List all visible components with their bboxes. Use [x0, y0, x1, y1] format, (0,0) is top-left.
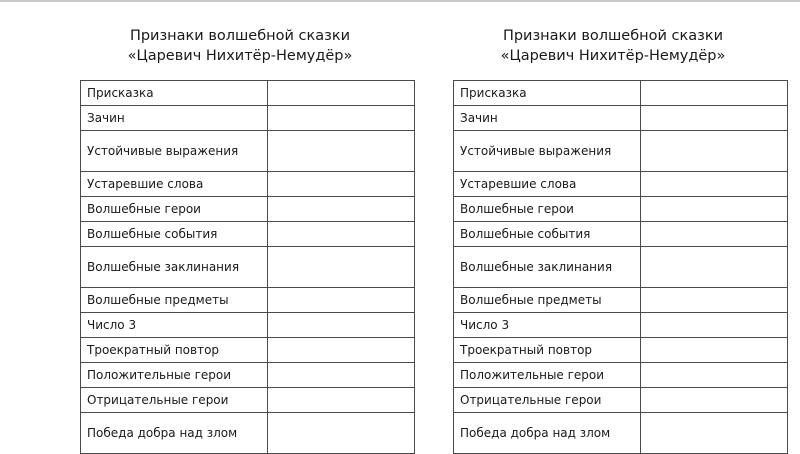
feature-label: Устойчивые выражения [81, 131, 268, 172]
answer-cell[interactable] [641, 338, 788, 363]
answer-cell[interactable] [268, 222, 415, 247]
feature-label: Волшебные заклинания [81, 247, 268, 288]
worksheet-left [80, 0, 400, 450]
answer-cell[interactable] [268, 413, 415, 454]
table-row [81, 288, 415, 313]
answer-cell[interactable] [268, 81, 415, 106]
table-row [454, 106, 788, 131]
feature-label: Волшебные герои [81, 197, 268, 222]
table-row [454, 388, 788, 413]
feature-label: Присказка [454, 81, 641, 106]
feature-label: Волшебные предметы [81, 288, 268, 313]
worksheet-title [453, 26, 773, 66]
table-row [454, 247, 788, 288]
table-row [81, 247, 415, 288]
answer-cell[interactable] [268, 288, 415, 313]
table-row [454, 197, 788, 222]
answer-cell[interactable] [268, 247, 415, 288]
table-row [81, 313, 415, 338]
table-row [454, 413, 788, 454]
title-line-1: Признаки волшебной сказки [502, 28, 724, 44]
table-row [81, 106, 415, 131]
answer-cell[interactable] [268, 197, 415, 222]
answer-cell[interactable] [641, 247, 788, 288]
table-row [81, 131, 415, 172]
feature-label: Устаревшие слова [454, 172, 641, 197]
table-row [81, 197, 415, 222]
feature-label: Победа добра над злом [81, 413, 268, 454]
title-line-2: «Царевич Нихитёр-Немудёр» [500, 48, 726, 64]
answer-cell[interactable] [641, 81, 788, 106]
feature-label: Зачин [81, 106, 268, 131]
feature-label: Троекратный повтор [454, 338, 641, 363]
answer-cell[interactable] [268, 131, 415, 172]
feature-label: Волшебные заклинания [454, 247, 641, 288]
table-row [81, 81, 415, 106]
table-row [454, 288, 788, 313]
answer-cell[interactable] [641, 388, 788, 413]
features-table [80, 80, 415, 454]
title-line-1: Признаки волшебной сказки [129, 28, 351, 44]
worksheet-title [80, 26, 400, 66]
answer-cell[interactable] [268, 172, 415, 197]
feature-label: Число 3 [454, 313, 641, 338]
worksheet-right [453, 0, 773, 450]
answer-cell[interactable] [268, 106, 415, 131]
feature-label: Зачин [454, 106, 641, 131]
table-row [454, 363, 788, 388]
feature-label: Троекратный повтор [81, 338, 268, 363]
title-line-2: «Царевич Нихитёр-Немудёр» [127, 48, 353, 64]
answer-cell[interactable] [268, 388, 415, 413]
feature-label: Положительные герои [81, 363, 268, 388]
answer-cell[interactable] [641, 172, 788, 197]
feature-label: Положительные герои [454, 363, 641, 388]
feature-label: Волшебные герои [454, 197, 641, 222]
feature-label: Отрицательные герои [454, 388, 641, 413]
answer-cell[interactable] [641, 222, 788, 247]
answer-cell[interactable] [268, 363, 415, 388]
answer-cell[interactable] [641, 363, 788, 388]
table-row [81, 363, 415, 388]
table-row [81, 388, 415, 413]
answer-cell[interactable] [641, 413, 788, 454]
answer-cell[interactable] [268, 338, 415, 363]
feature-label: Присказка [81, 81, 268, 106]
feature-label: Волшебные события [81, 222, 268, 247]
answer-cell[interactable] [641, 106, 788, 131]
feature-label: Победа добра над злом [454, 413, 641, 454]
answer-cell[interactable] [268, 313, 415, 338]
feature-label: Устаревшие слова [81, 172, 268, 197]
features-table [453, 80, 788, 454]
table-row [81, 222, 415, 247]
table-row [81, 172, 415, 197]
table-row [454, 313, 788, 338]
table-row [454, 222, 788, 247]
feature-label: Волшебные события [454, 222, 641, 247]
table-row [454, 81, 788, 106]
table-row [454, 131, 788, 172]
answer-cell[interactable] [641, 288, 788, 313]
table-row [454, 172, 788, 197]
feature-label: Число 3 [81, 313, 268, 338]
feature-label: Устойчивые выражения [454, 131, 641, 172]
feature-label: Отрицательные герои [81, 388, 268, 413]
table-row [81, 338, 415, 363]
answer-cell[interactable] [641, 131, 788, 172]
feature-label: Волшебные предметы [454, 288, 641, 313]
answer-cell[interactable] [641, 197, 788, 222]
answer-cell[interactable] [641, 313, 788, 338]
table-row [454, 338, 788, 363]
table-row [81, 413, 415, 454]
